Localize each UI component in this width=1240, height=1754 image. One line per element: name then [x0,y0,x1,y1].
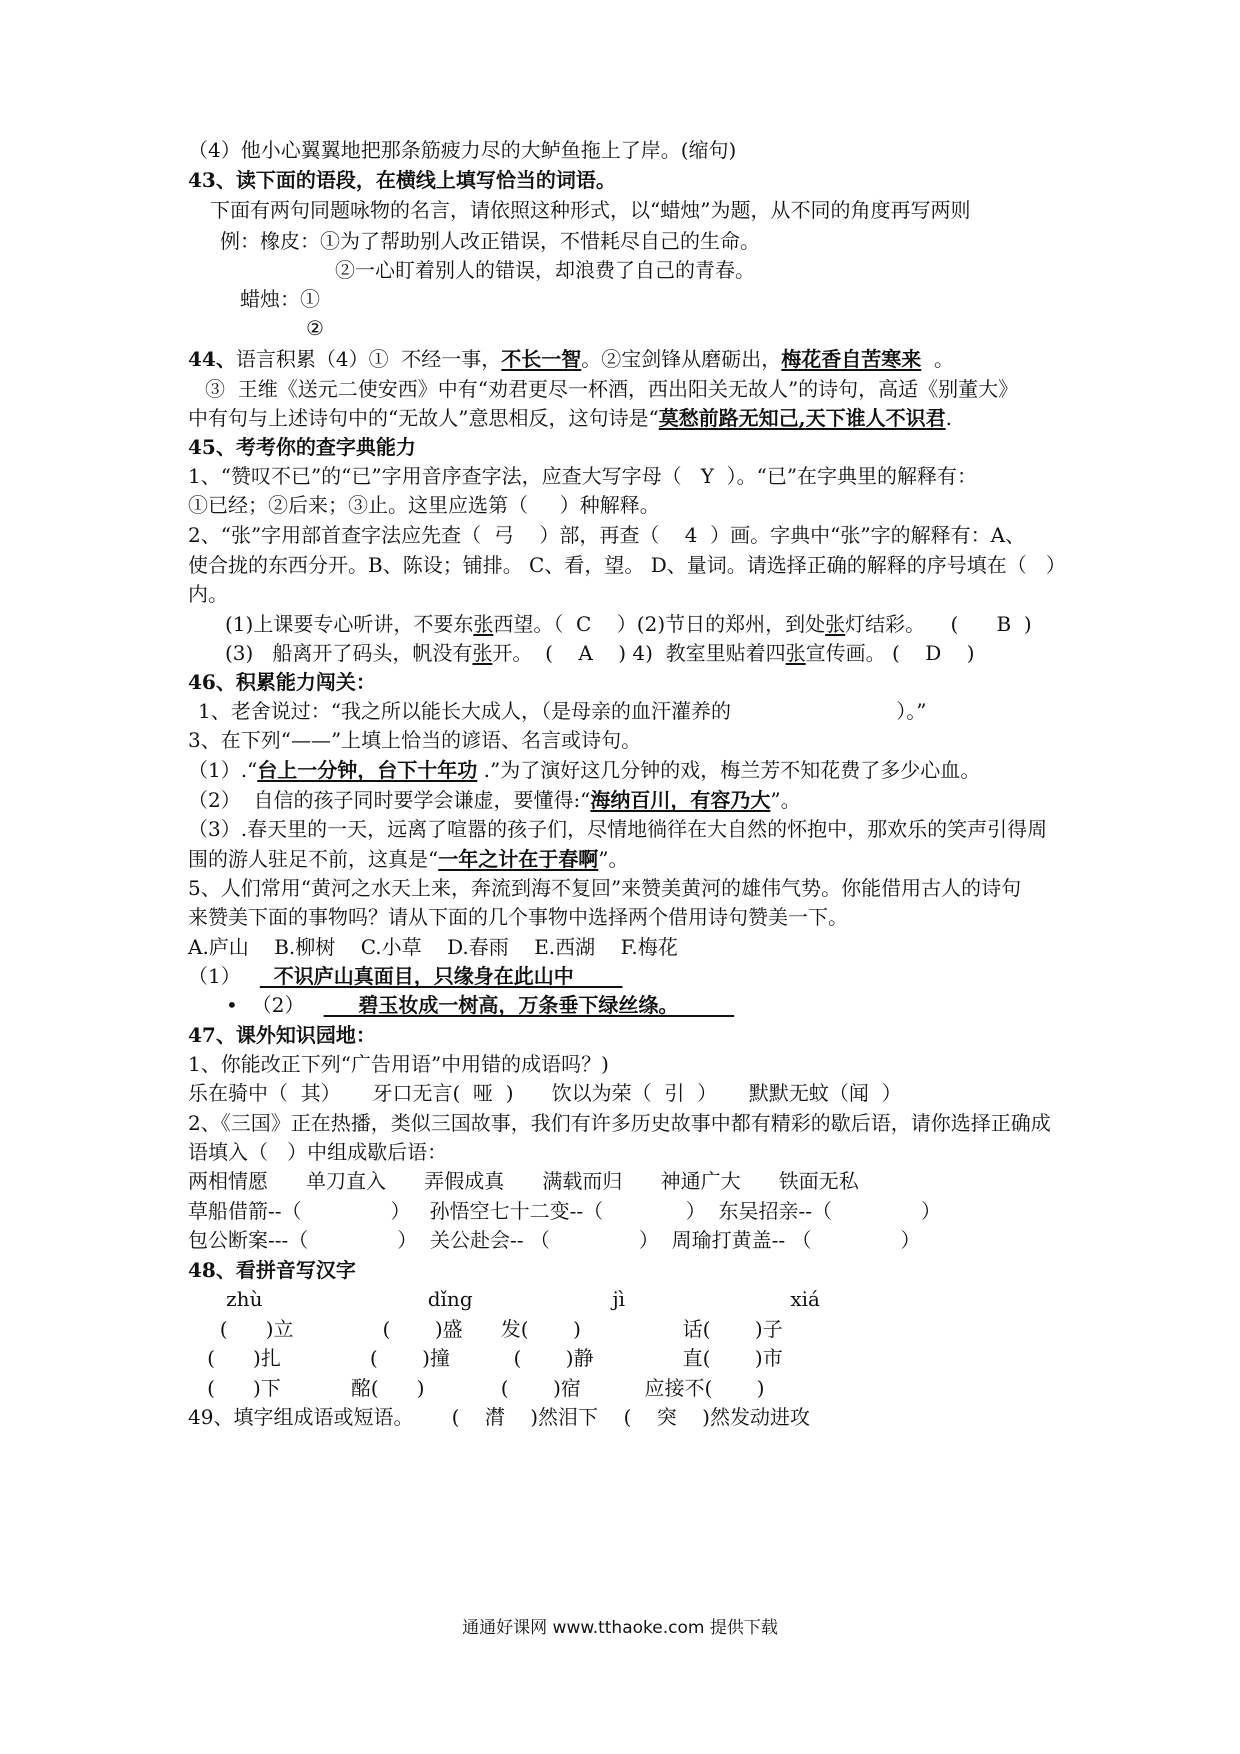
question-47-line: 乐在骑中（ 其） 牙口无言( 哑 ) 饮以为荣（ 引 ） 默默无蚊（闻 ） [188,1081,902,1105]
question-45-line: 2、“张”字用部首查字法应先查（ 弓 ）部，再查（ 4 ）画。字典中“张”字的解释有：A、 [188,523,1026,547]
pinyin-row: zhù dǐng jì xiá [188,1287,820,1311]
question-text: （2） [251,993,324,1017]
question-43-intro: 下面有两句同题咏物的名言，请依照这种形式，以“蜡烛”为题，从不同的角度再写两则 [210,198,971,222]
question-44-line-3 [188,404,952,432]
answer-text: 莫愁前路无知己,天下谁人不识君 [658,406,946,430]
question-number: 44、 [188,347,236,371]
question-45-line: 1、“赞叹不已”的“已”字用音序查字法，应查大写字母（ Y ）。“已”在字典里的解释有： [188,464,978,488]
question-45-title: 45、考考你的查字典能力 [188,435,416,459]
question-text: 。 [921,347,955,371]
underlined-char: 张 [825,612,846,636]
underlined-char: 张 [785,641,806,665]
question-text: 宣传画。 ( D ) [805,641,975,665]
question-text: .”为了演好这几分钟的戏，梅兰芳不知花费了多少心血。 [477,758,981,782]
answer-text: 不识庐山真面目，只缘身在此山中 [259,964,623,988]
question-46-line [188,786,801,814]
question-47-title: 47、课外知识园地： [188,1023,376,1047]
question-46-line: 3、在下列“——”上填上恰当的谚语、名言或诗句。 [188,728,642,752]
question-text: 西望。（ C ）(2)节日的郑州，到处 [493,612,826,636]
question-text: (1)上课要专心听讲，不要东 [225,612,474,636]
question-45-line: ①已经；②后来；③止。这里应选第（ ）种解释。 [188,493,660,517]
question-text: 中有句与上述诗句中的“无故人”意思相反，这句诗是“ [188,406,659,430]
question-43-title: 43、读下面的语段，在横线上填写恰当的词语。 [188,168,616,192]
question-47-idioms: 两相情愿 单刀直入 弄假成真 满载而归 神通广大 铁面无私 [188,1169,859,1193]
question-43-example-1: 例：橡皮：①为了帮助别人改正错误，不惜耗尽自己的生命。 [220,229,760,253]
answer-text: 海纳百川，有容乃大 [590,788,771,812]
question-text: （1） [188,964,260,988]
question-text: （2） 自信的孩子同时要学会谦虚，要懂得:“ [188,788,591,812]
question-text: 。②宝剑锋从磨砺出， [581,347,782,371]
question-45-sentence-row [225,610,1032,638]
question-46-line: 5、人们常用“黄河之水天上来，奔流到海不复回”来赞美黄河的雄伟气势。你能借用古人的诗句 [188,876,1022,900]
question-45-line: 使合拢的东西分开。B、陈设；铺排。 C、看，望。 D、量词。请选择正确的解释的序号填在（ ） [188,553,1066,577]
question-47-line: 语填入（ ）中组成歇后语： [188,1140,448,1164]
question-46-answer-1 [188,962,622,990]
question-46-title: 46、积累能力闯关： [188,670,376,694]
question-text: ”。 [770,788,801,812]
question-text: 灯结彩。 ( B ) [845,612,1032,636]
question-48-title: 48、看拼音写汉字 [188,1258,356,1282]
answer-text: 不长一智 [501,347,582,371]
character-row: ( )下 酩( ) ( )宿 应接不( ) [188,1376,765,1400]
question-45-line: 内。 [188,582,228,606]
answer-text: 台上一分钟，台下十年功 [257,758,478,782]
question-43-candle-1: 蜡烛：① [240,287,320,311]
question-text: (3) 船离开了码头，帆没有 [225,641,473,665]
underlined-char: 张 [472,641,493,665]
question-46-line [188,756,980,784]
question-47-line: 包公断案---（ ） 关公赴会-- （ ） 周瑜打黄盖-- （ ） [188,1228,921,1252]
page-footer: 通通好课网 www.tthaoke.com 提供下载 [462,1618,778,1638]
question-text: . [945,406,953,430]
question-46-line: 来赞美下面的事物吗？请从下面的几个事物中选择两个借用诗句赞美一下。 [188,905,848,929]
question-45-sentence-row [225,639,975,667]
bullet-icon: • [226,993,238,1017]
question-46-line: （3）.春天里的一天，远离了喧嚣的孩子们，尽情地徜徉在大自然的怀抱中，那欢乐的笑声引得周 [188,817,1048,841]
question-text: 开。 ( A ) 4) 教室里贴着四 [492,641,786,665]
question-46-line [188,845,628,873]
question-47-line: 2、《三国》正在热播，类似三国故事，我们有许多历史故事中都有精彩的歇后语，请你选择正确成 [188,1111,1051,1135]
answer-text: 梅花香自苦寒来 [781,347,922,371]
question-44-line-2: ③ 王维《送元二使安西》中有“劝君更尽一杯酒，西出阳关无故人”的诗句，高适《别董大》 [205,377,1019,401]
question-text: ”。 [598,847,629,871]
question-43-candle-2: ② [306,316,324,340]
underlined-char: 张 [473,612,494,636]
question-46-options: A.庐山 B.柳树 C.小草 D.春雨 E.西湖 F.梅花 [188,935,678,959]
answer-text: 碧玉妆成一树高，万条垂下绿丝绦。 [323,993,735,1017]
character-row: ( )扎 ( )撞 ( )静 直( )市 [188,1346,783,1370]
question-43-example-2: ②一心盯着别人的错误，却浪费了自己的青春。 [335,258,755,282]
question-text: 围的游人驻足不前，这真是“ [188,847,439,871]
question-text: （1）.“ [188,758,258,782]
question-text: 语言积累（4）① 不经一事， [235,347,502,371]
question-47-line: 草船借箭--（ ） 孙悟空七十二变--（ ） 东吴招亲--（ ） [188,1199,941,1223]
character-row: ( )立 ( )盛 发( ) 话( )子 [188,1317,783,1341]
question-47-line: 1、你能改正下列“广告用语”中用错的成语吗？) [188,1052,609,1076]
question-44-line-1 [188,345,954,373]
question-46-line: 1、老舍说过：“我之所以能长大成人，（是母亲的血汗灌养的 ）。” [198,699,927,723]
question-46-answer-2 [226,991,734,1019]
answer-text: 一年之计在于春啊 [438,847,599,871]
question-49-line: 49、填字组成语或短语。 ( 潸 )然泪下 ( 突 )然发动进攻 [188,1405,810,1429]
question-line: （4）他小心翼翼地把那条筋疲力尽的大鲈鱼拖上了岸。(缩句) [188,138,737,162]
